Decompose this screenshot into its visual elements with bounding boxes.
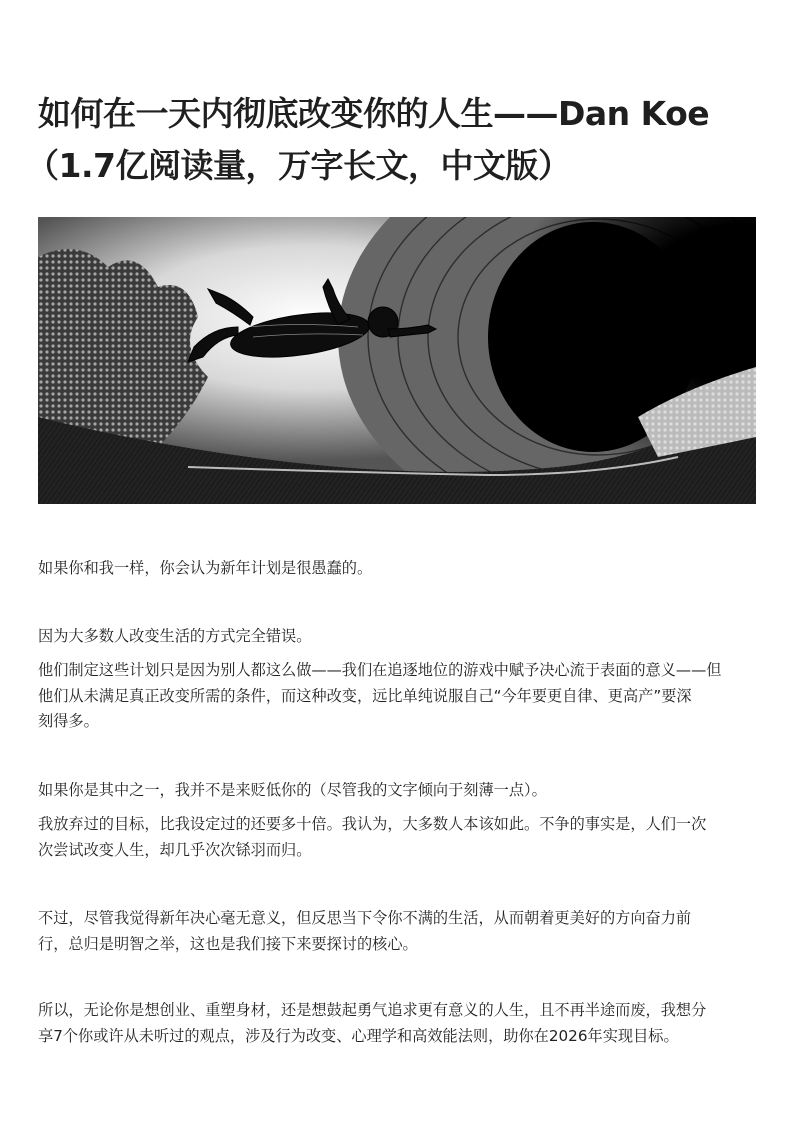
paragraph-1: 如果你和我一样，你会认为新年计划是很愚蠢的。 <box>38 559 373 577</box>
paragraph-2: 因为大多数人改变生活的方式完全错误。 <box>38 627 312 645</box>
paragraph-7 <box>38 998 756 1049</box>
astronaut-black-hole-icon <box>38 217 756 504</box>
paragraph-3-line-2: 他们从未满足真正改变所需的条件，而这种改变，远比单纯说服自己“今年要更自律、更高产”要深 <box>38 686 692 705</box>
paragraph-5-line-2: 次尝试改变人生，却几乎次次铩羽而归。 <box>38 840 312 859</box>
paragraph-7-line-2: 享7个你或许从未听过的观点，涉及行为改变、心理学和高效能法则，助你在2026年实现目标。 <box>38 1026 679 1045</box>
paragraph-3-line-1: 他们制定这些计划只是因为别人都这么做——我们在追逐地位的游戏中赋予决心流于表面的意义——但 <box>38 661 722 679</box>
paragraph-4: 如果你是其中之一，我并不是来贬低你的（尽管我的文字倾向于刻薄一点）。 <box>38 781 547 799</box>
paragraph-6-line-2: 行，总归是明智之举，这也是我们接下来要探讨的核心。 <box>38 934 418 953</box>
paragraph-5 <box>38 812 756 863</box>
hero-image <box>38 217 756 504</box>
paragraph-3 <box>38 658 756 735</box>
paragraph-6 <box>38 906 756 957</box>
paragraph-5-line-1: 我放弃过的目标，比我设定过的还要多十倍。我认为，大多数人本该如此。不争的事实是，人们一次 <box>38 815 707 833</box>
article-title <box>26 88 756 192</box>
paragraph-3-line-3: 刻得多。 <box>38 712 99 730</box>
paragraph-6-line-1: 不过，尽管我觉得新年决心毫无意义，但反思当下令你不满的生活，从而朝着更美好的方向奋力前 <box>38 909 692 927</box>
paragraph-7-line-1: 所以，无论你是想创业、重塑身材，还是想鼓起勇气追求更有意义的人生，且不再半途而废，我想分 <box>38 1001 707 1019</box>
title-line-2: （1.7亿阅读量，万字长文，中文版） <box>26 146 571 185</box>
title-line-1: 如何在一天内彻底改变你的人生——Dan Koe <box>38 94 710 133</box>
